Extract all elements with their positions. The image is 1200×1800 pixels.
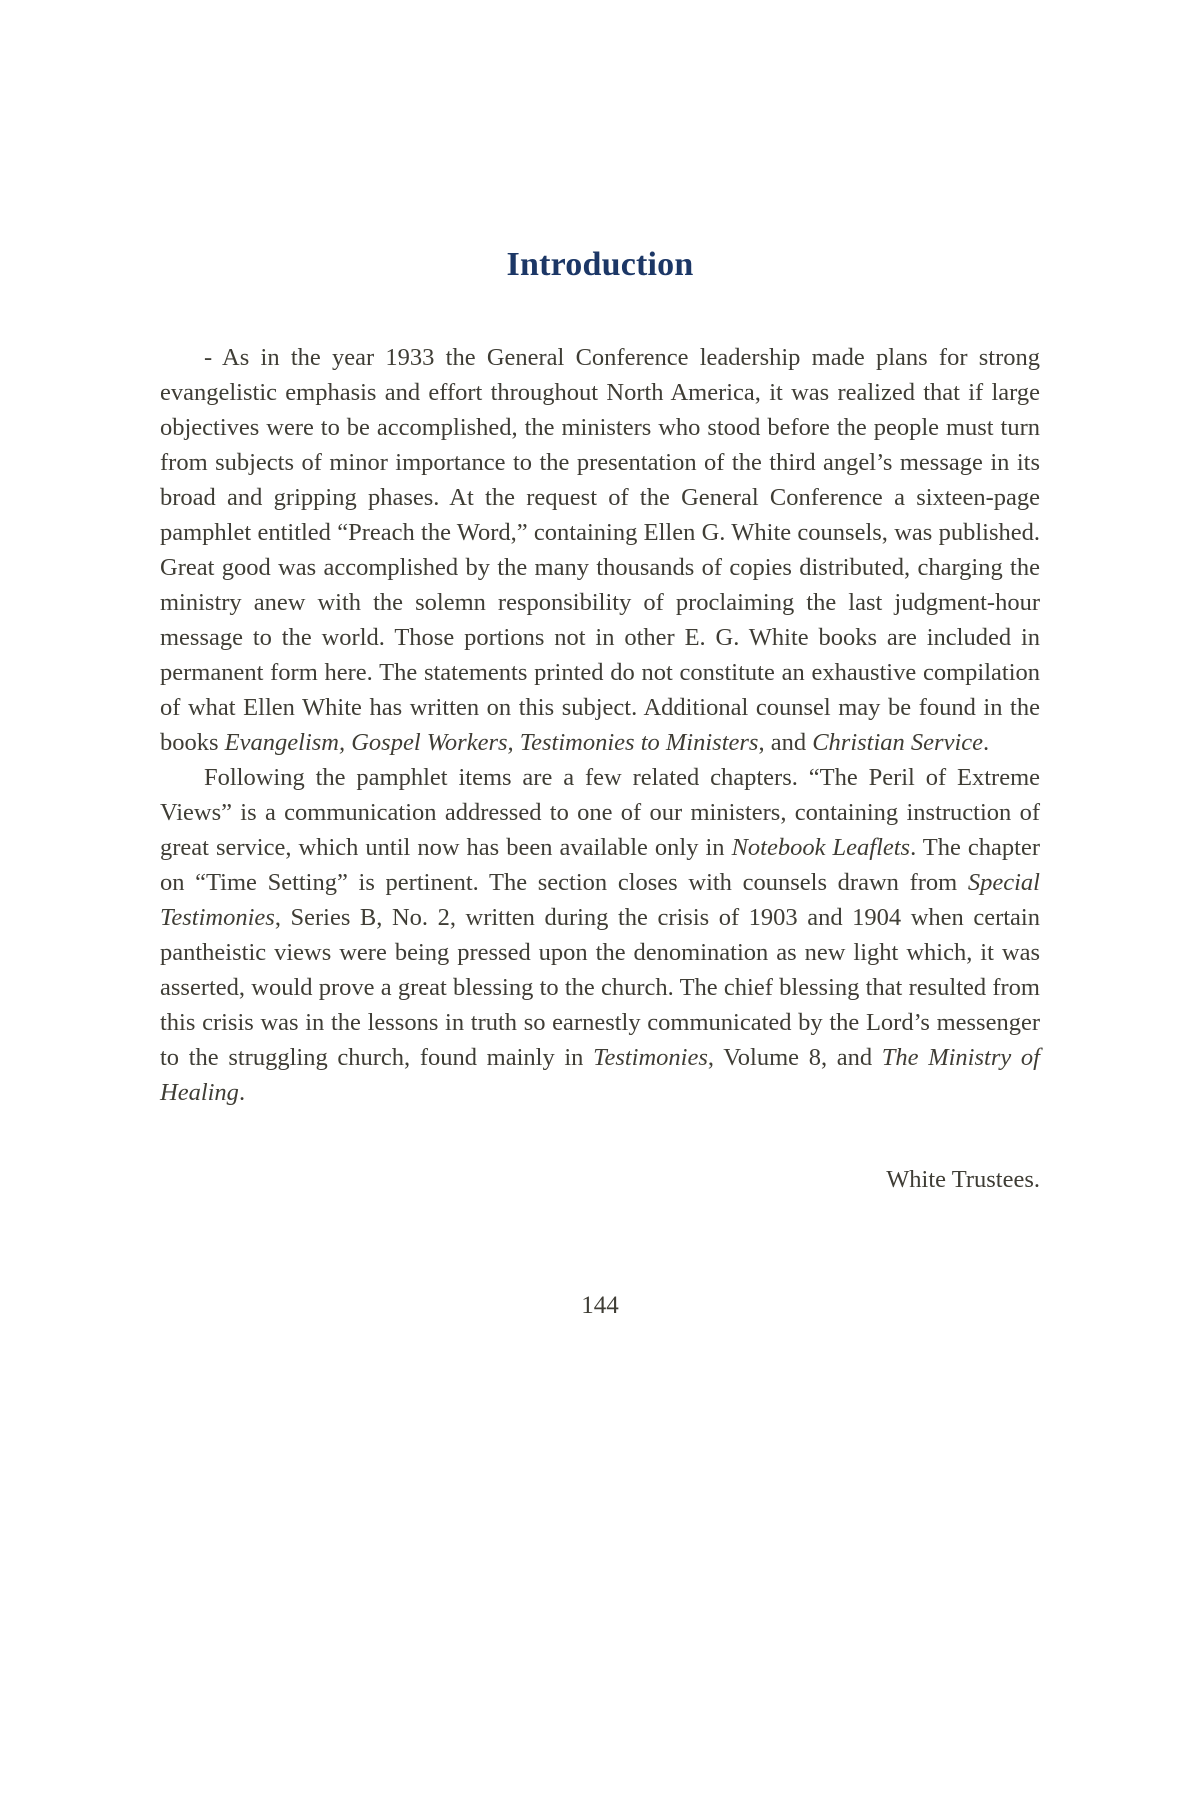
page-number: 144 <box>581 1292 619 1319</box>
text-run: . The chapter on “Time Setting” is pertinent. The section closes with counsels drawn from <box>160 834 1040 896</box>
text-run-italic: Testimonies <box>593 1044 708 1071</box>
text-run-italic: Christian Service <box>812 729 983 756</box>
paragraph <box>160 760 1040 1110</box>
text-run: , Volume 8, and <box>707 1044 882 1071</box>
text-run: . <box>238 1079 246 1106</box>
text-run: Following the pamphlet items are a few related chapters. “The Peril of Extreme Views” is a communication addressed to one of our ministers, containing instruction of great service, which until now has been available only in <box>160 764 1040 861</box>
text-run-italic: Evangelism, Gospel Workers, Testimonies to Ministers <box>224 729 759 756</box>
text-run-italic: Special Testimonies <box>160 869 1040 931</box>
body-text <box>160 340 1040 1110</box>
text-run: , Series B, No. 2, written during the crisis of 1903 and 1904 when certain pantheistic views were being pressed upon the denomination as new light which, it was asserted, would prove a great blessing to the church. The chief blessing that resulted from this crisis was in the lessons in truth so earnestly communicated by the Lord’s messenger to the struggling church, found mainly in <box>160 904 1040 1071</box>
text-run-italic: Notebook Leaflets <box>731 834 911 861</box>
text-run: . <box>983 729 990 756</box>
paragraph <box>160 340 1040 760</box>
page-content <box>160 246 1040 1320</box>
text-run: , and <box>758 729 813 756</box>
signature: White Trustees. <box>886 1166 1040 1193</box>
text-run-italic: The Ministry of Healing <box>160 1044 1040 1106</box>
page-title: Introduction <box>506 246 694 283</box>
text-run: - As in the year 1933 the General Conference leadership made plans for strong evangelistic emphasis and effort throughout North America, it was realized that if large objectives were to be accomplished, the ministers who stood before the people must turn from subjects of minor importance to the presentation of the third angel’s message in its broad and gripping phases. At the request of the General Conference a sixteen-page pamphlet entitled “Preach the Word,” containing Ellen G. White counsels, was published. Great good was accomplished by the many thousands of copies distributed, charging the ministry anew with the solemn responsibility of proclaiming the last judgment-hour message to the world. Those portions not in other E. G. White books are included in permanent form here. The statements printed do not constitute an exhaustive compilation of what Ellen White has written on this subject. Additional counsel may be found in the books <box>160 344 1040 756</box>
